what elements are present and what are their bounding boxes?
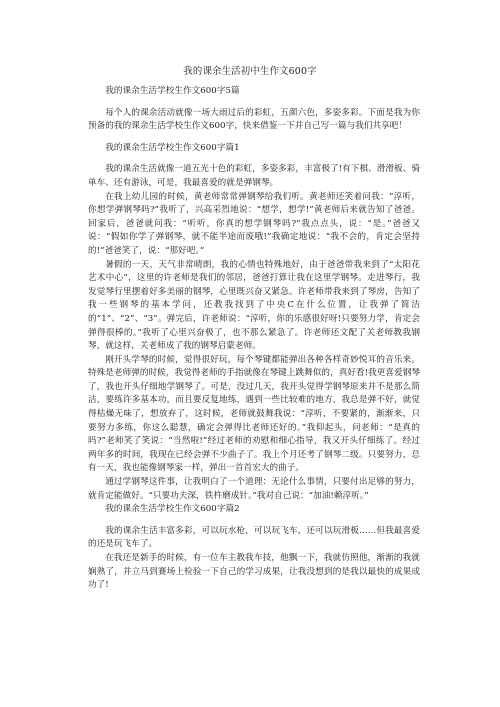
document-body <box>88 85 420 593</box>
section-1-paragraph-1: 我的课余生活就像一道五光十色的彩虹，多姿多彩，丰富极了!有下棋、滑滑板、骑单车、还有游泳，可是，我最喜爱的就是弹钢琴。 <box>88 164 420 188</box>
section-heading-1: 我的课余生活学校生作文600字篇1 <box>105 142 240 153</box>
subtitle: 我的课余生活学校生作文600字5篇 <box>105 86 240 96</box>
section-1-paragraph-3: 暑假的一天，天气非常晴朗，我的心情也特殊地好，由于爸爸带我来到了“太阳花艺术中心”，这里的许老师是我们的邻居，爸爸打算让我在这里学钢琴。走进琴行，我发觉琴行里摆着好多美丽的钢琴，心里既兴奋又紧急。许老师带我来到了琴房，告知了我一些钢琴的基本学问，还教我找到了中央C在什么位置，让我弹了简洁的“1”、“2”、“3”。弹完后，许老师说：“淳听，你的乐感很好呀!只要努力学，肯定会弹得很棒的。”我听了心里兴奋极了，也不那么紧急了。许老师还文配了关老师教我钢琴，就这样，关老师成了我的钢琴启蒙老师。 <box>88 259 420 352</box>
section-1-paragraph-5: 通过学钢琴这件事，让我明白了一个道理：无论什么事情，只要付出足够的努力，就肯定能做好。“只要功夫深，铁杵磨成针。”我对自己说：“加油!赖淳听。” <box>88 477 420 501</box>
document-title: 我的课余生活初中生作文600字 <box>183 66 317 77</box>
section-1-paragraph-2: 在我上幼儿园的时候，黄老师常常弹钢琴给我们听。黄老师还笑着问我：“淳听，你想学弹钢琴吗?”我听了，兴高采烈地说：“想学，想学!”黄老师后来就告知了爸爸。回家后，爸爸就问我：“听听，你真的想学钢琴吗?”我点点头，说：“是。”爸爸又说：“假如你学了弹钢琴，就不能半途而废哦!”我确定地说：“我不会的，肯定会坚持的!”爸爸笑了，说：“那好吧。” <box>88 191 420 256</box>
section-heading-2: 我的课余生活学校生作文600字篇2 <box>105 504 240 515</box>
section-2-paragraph-1: 我的课余生活丰富多彩，可以玩水枪，可以玩飞车，还可以玩滑板……但我最喜爱的还是玩飞车了。 <box>88 525 420 550</box>
section-1-paragraph-4: 刚开头学琴的时候，觉得很好玩，每个琴键都能弹出各种各样奇妙悦耳的音乐来。特殊是老师弹的时候，我觉得老师的手指就像在琴键上跳舞似的，真好看!我更喜爱钢琴了，我也开头仔细地学钢琴了。可是，没过几天，我开头觉得学钢琴原来并不是那么简洁，要练许多基本功，而且要反复地练，遇到一些比较难的地方，我总是弹不好，就觉得枯燥无味了，想放弃了，这时候，老师就鼓舞我说：“淳听，不要紧的，渐渐来，只要努力多练，你这么聪慧，确定会弹得比老师还好的。”我仰起头，问老师：“是真的吗?”老师笑了笑说：“当然啦!”经过老师的劝慰和细心指导，我又开头仔细练了。经过两年多的时间，我现在已经会弹不少曲子了。我上个月还考了钢琴二级。只要努力，总有一天，我也能像钢琴家一样，弹出一首首宏大的曲子。 <box>88 354 420 474</box>
section-2-paragraph-2: 在我还是新手的时候，有一位车主教我车技，他飘一下，我就仿照他，渐渐的我就娴熟了，并立马到赛场上检验一下自己的学习成果，让我没想到的是我以最快的成果成功了! <box>88 553 420 591</box>
intro-paragraph: 每个人的课余活动就像一场大雨过后的彩虹，五颜六色，多姿多彩。下面是我为你预备的我的课余生活学校生作文600字，快来借鉴一下并自己写一篇与我们共享吧！ <box>88 107 420 132</box>
